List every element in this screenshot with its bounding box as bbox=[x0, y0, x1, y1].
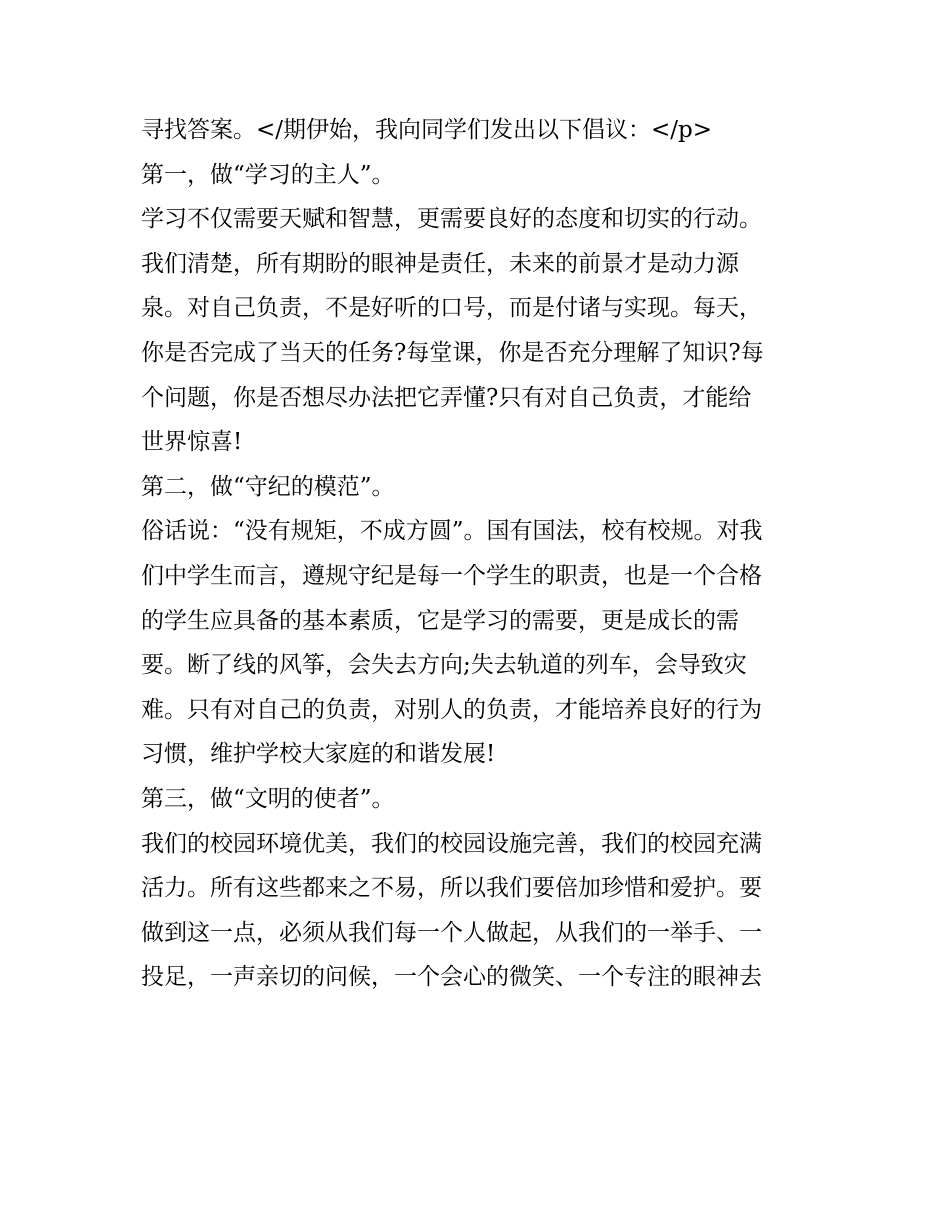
text-line: 寻找答案。</期伊始，我向同学们发出以下倡议：</p> bbox=[141, 117, 713, 143]
text-line: 你是否完成了当天的任务?每堂课，你是否充分理解了知识?每 bbox=[141, 339, 764, 366]
document-body bbox=[141, 108, 821, 1000]
text-line: 个问题，你是否想尽办法把它弄懂?只有对自己负责，才能给 bbox=[141, 384, 752, 411]
text-line: 世界惊喜! bbox=[141, 429, 243, 456]
text-line: 活力。所有这些都来之不易，所以我们要倍加珍惜和爱护。要 bbox=[141, 875, 762, 902]
text-line: 的学生应具备的基本素质，它是学习的需要，更是成长的需 bbox=[141, 607, 739, 634]
text-line: 要。断了线的风筝，会失去方向;失去轨道的列车，会导致灾 bbox=[141, 652, 747, 679]
text-line: 俗话说：“没有规矩，不成方圆”。国有国法，校有校规。对我 bbox=[141, 518, 763, 545]
text-line: 投足，一声亲切的问候，一个会心的微笑、一个专注的眼神去 bbox=[141, 964, 762, 991]
section-heading-3: 第三，做“文明的使者”。 bbox=[141, 785, 395, 812]
text-line: 难。只有对自己的负责，对别人的负责，才能培养良好的行为 bbox=[141, 696, 762, 723]
section-heading-1: 第一，做“学习的主人”。 bbox=[141, 161, 395, 188]
text-line: 我们的校园环境优美，我们的校园设施完善，我们的校园充满 bbox=[141, 830, 762, 857]
text-line: 们中学生而言，遵规守纪是每一个学生的职责，也是一个合格 bbox=[141, 562, 762, 589]
section-heading-2: 第二，做“守纪的模范”。 bbox=[141, 473, 395, 500]
text-line: 习惯，维护学校大家庭的和谐发展! bbox=[141, 741, 496, 768]
text-line: 泉。对自己负责，不是好听的口号，而是付诸与实现。每天， bbox=[141, 295, 762, 322]
text-line: 做到这一点，必须从我们每一个人做起，从我们的一举手、一 bbox=[141, 919, 762, 946]
text-line: 我们清楚，所有期盼的眼神是责任，未来的前景才是动力源 bbox=[141, 250, 739, 277]
text-line: 学习不仅需要天赋和智慧，更需要良好的态度和切实的行动。 bbox=[141, 206, 762, 233]
